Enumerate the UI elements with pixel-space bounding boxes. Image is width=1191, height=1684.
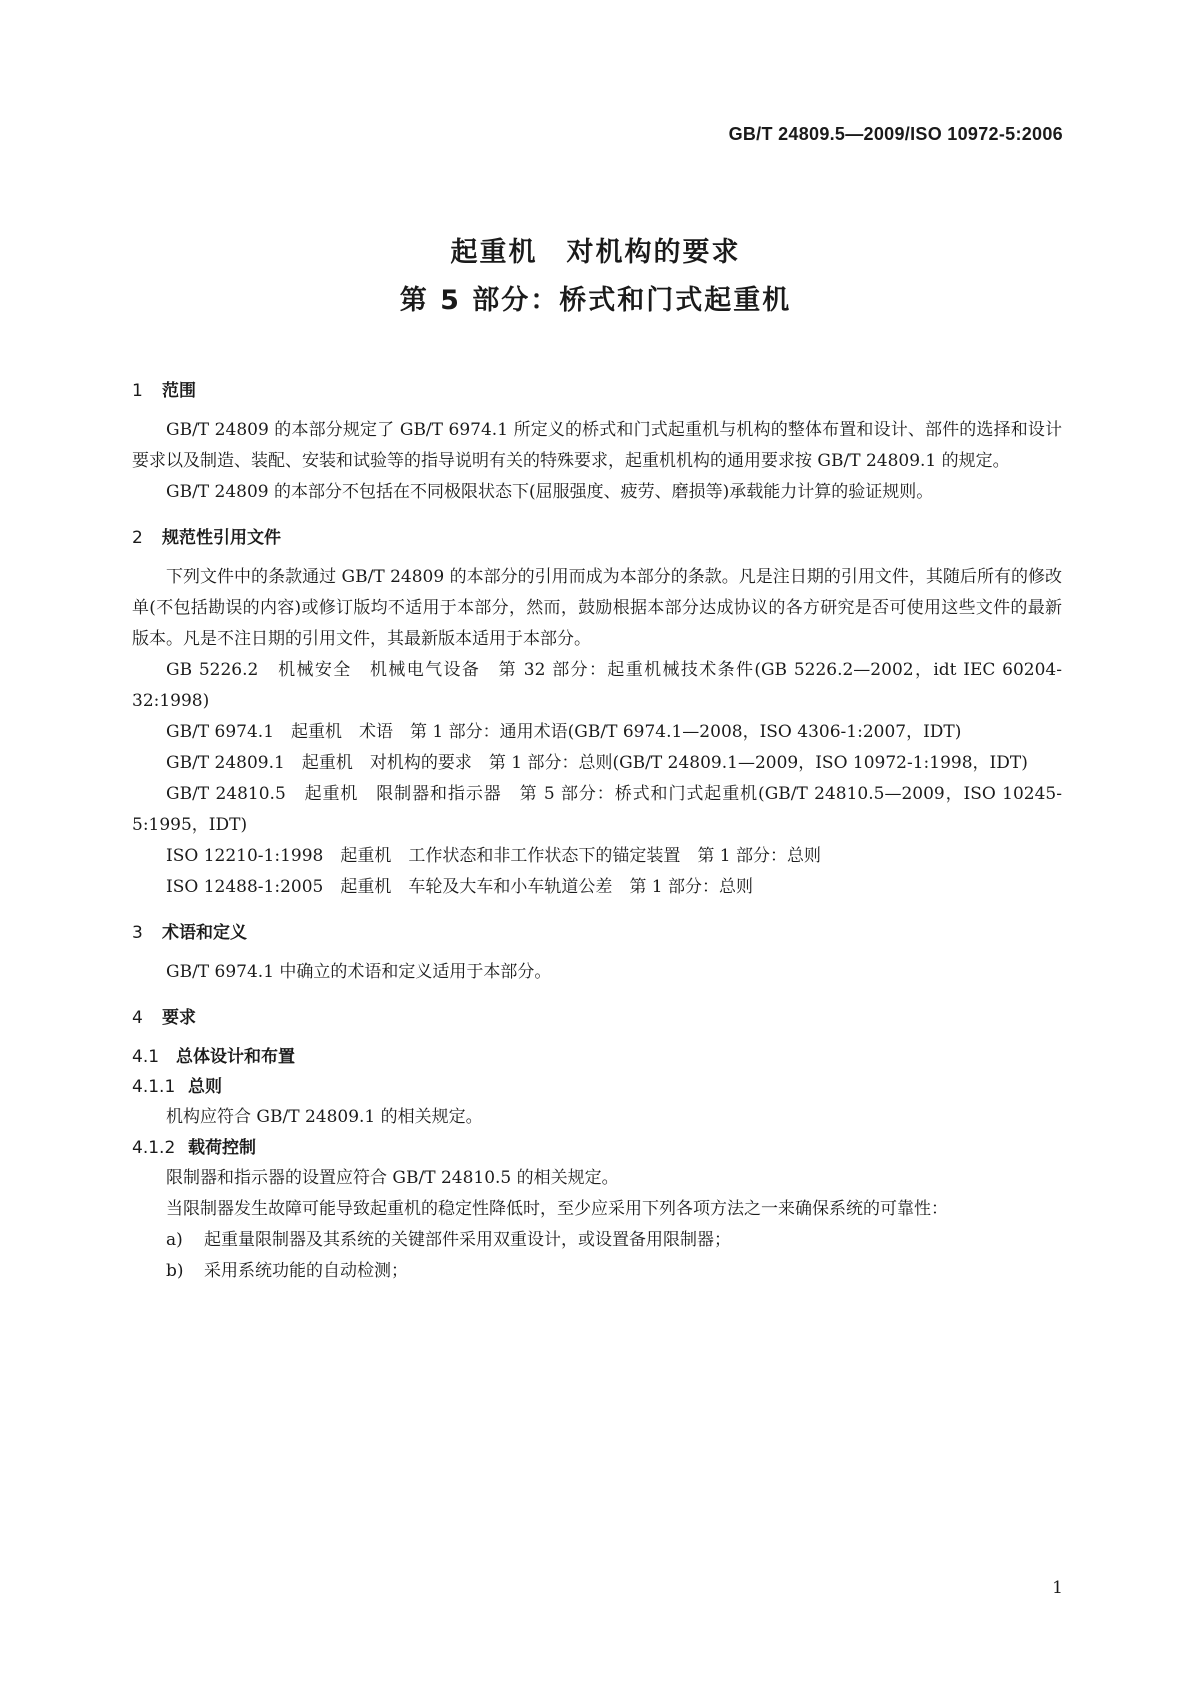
subsection-heading — [132, 1133, 1062, 1163]
reference-entry: GB/T 6974.1 起重机 术语 第 1 部分：通用术语(GB/T 6974.1—2008，ISO 4306-1:2007，IDT) — [166, 722, 962, 742]
list-item — [132, 1225, 1062, 1256]
paragraph: 下列文件中的条款通过 GB/T 24809 的本部分的引用而成为本部分的条款。凡是注日期的引用文件，其随后所有的修改单(不包括勘误的内容)或修订版均不适用于本部分，然而，鼓励根据本部分达成协议的各方研究是否可使用这些文件的最新版本。凡是不注日期的引用文件，其最新版本适用于本部分。 — [132, 567, 1062, 649]
subsection-title: 载荷控制 — [188, 1138, 256, 1158]
section-title: 规范性引用文件 — [162, 528, 281, 548]
paragraph: 当限制器发生故障可能导致起重机的稳定性降低时，至少应采用下列各项方法之一来确保系统的可靠性： — [166, 1199, 948, 1219]
section-heading-terms — [132, 917, 1062, 949]
list-item-text: 起重量限制器及其系统的关键部件采用双重设计，或设置备用限制器； — [204, 1230, 731, 1250]
section-heading-requirements — [132, 1002, 1062, 1034]
section-title: 范围 — [162, 381, 196, 401]
document-body — [132, 375, 1062, 1287]
subsection-number: 4.1 — [132, 1047, 160, 1067]
page-number: 1 — [1052, 1578, 1063, 1598]
reference-entry: GB/T 24810.5 起重机 限制器和指示器 第 5 部分：桥式和门式起重机(GB/T 24810.5—2009，ISO 10245-5:1995，IDT) — [132, 784, 1062, 835]
list-marker: b) — [166, 1261, 184, 1281]
reference-entry: GB 5226.2 机械安全 机械电气设备 第 32 部分：起重机械技术条件(GB 5226.2—2002，idt IEC 60204-32:1998) — [132, 660, 1062, 711]
section-number: 1 — [132, 381, 143, 401]
paragraph: 限制器和指示器的设置应符合 GB/T 24810.5 的相关规定。 — [166, 1168, 619, 1188]
paragraph: GB/T 6974.1 中确立的术语和定义适用于本部分。 — [166, 962, 552, 982]
subsection-title: 总体设计和布置 — [176, 1047, 295, 1067]
section-number: 2 — [132, 528, 143, 548]
section-heading-normative-references — [132, 522, 1062, 554]
list-item — [132, 1256, 1062, 1287]
reference-entry: ISO 12488-1:2005 起重机 车轮及大车和小车轨道公差 第 1 部分：总则 — [166, 877, 753, 897]
section-number: 4 — [132, 1008, 143, 1028]
standard-code: GB/T 24809.5—2009/ISO 10972-5:2006 — [728, 124, 1063, 144]
subsection-heading — [132, 1042, 1062, 1072]
section-title: 要求 — [162, 1008, 196, 1028]
list-item-text: 采用系统功能的自动检测； — [204, 1261, 408, 1281]
section-number: 3 — [132, 923, 143, 943]
subsection-number: 4.1.1 — [132, 1077, 176, 1097]
reference-entry: ISO 12210-1:1998 起重机 工作状态和非工作状态下的锚定装置 第 1 部分：总则 — [166, 846, 821, 866]
paragraph: 机构应符合 GB/T 24809.1 的相关规定。 — [166, 1107, 483, 1127]
list-marker: a) — [166, 1230, 183, 1250]
paragraph: GB/T 24809 的本部分不包括在不同极限状态下(屈服强度、疲劳、磨损等)承载能力计算的验证规则。 — [166, 482, 934, 502]
subsection-number: 4.1.2 — [132, 1138, 176, 1158]
subsection-title: 总则 — [188, 1077, 222, 1097]
title-line-2: 第 5 部分：桥式和门式起重机 — [399, 285, 792, 316]
title-line-1: 起重机 对机构的要求 — [450, 237, 741, 268]
subsection-heading — [132, 1072, 1062, 1102]
section-title: 术语和定义 — [162, 923, 247, 943]
reference-entry: GB/T 24809.1 起重机 对机构的要求 第 1 部分：总则(GB/T 24809.1—2009，ISO 10972-1:1998，IDT) — [166, 753, 1028, 773]
section-heading-scope — [132, 375, 1062, 407]
paragraph: GB/T 24809 的本部分规定了 GB/T 6974.1 所定义的桥式和门式起重机与机构的整体布置和设计、部件的选择和设计要求以及制造、装配、安装和试验等的指导说明有关的特殊要求，起重机机构的通用要求按 GB/T 24809.1 的规定。 — [132, 420, 1062, 471]
